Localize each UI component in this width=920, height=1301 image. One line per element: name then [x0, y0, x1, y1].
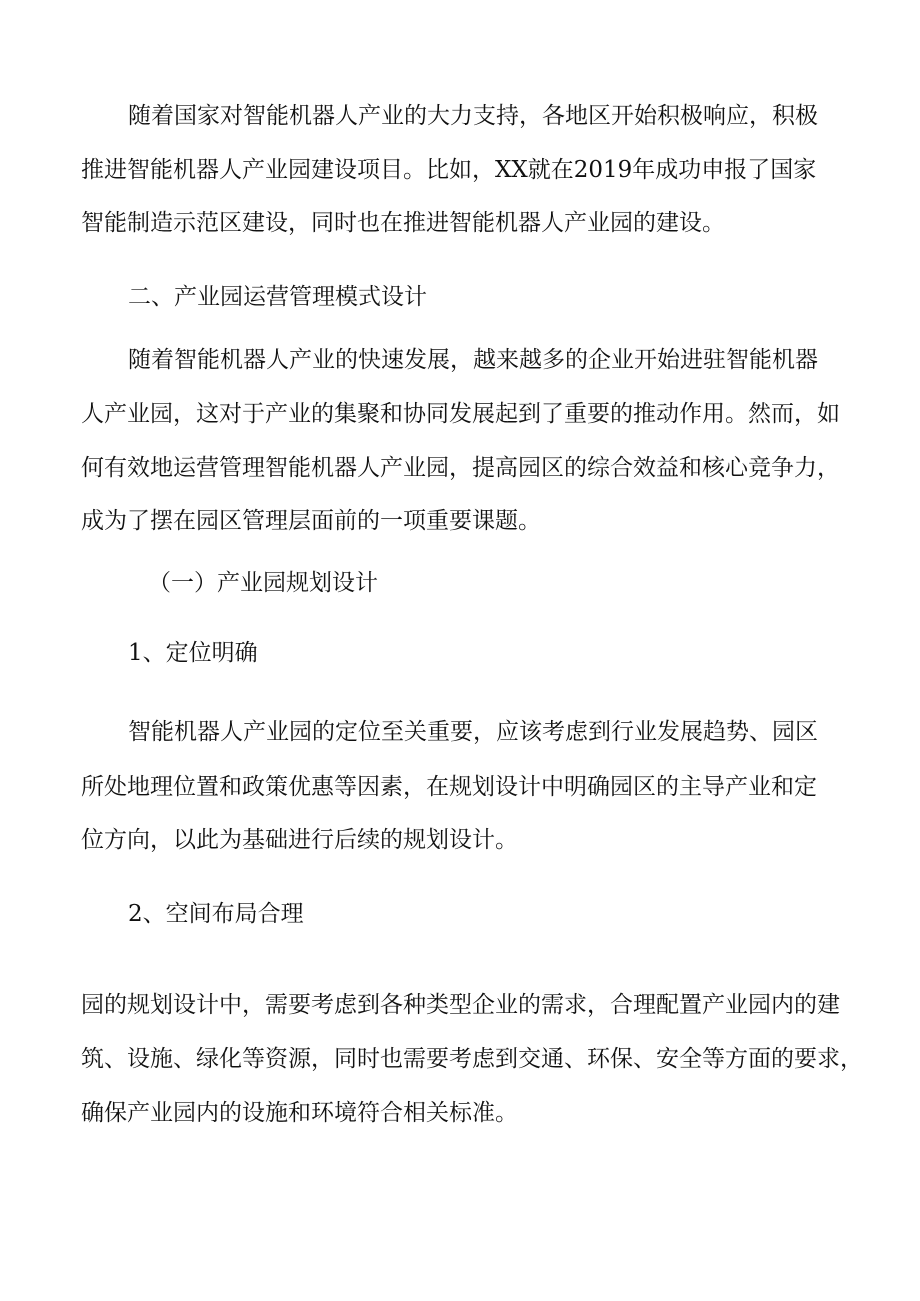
paragraph-line: 成为了摆在园区管理层面前的一项重要课题。 [81, 508, 541, 534]
item-heading: 1、定位明确 [128, 640, 258, 666]
paragraph-line: 随着国家对智能机器人产业的大力支持，各地区开始积极响应，积极 [128, 103, 818, 129]
paragraph-line: 筑、设施、绿化等资源，同时也需要考虑到交通、环保、安全等方面的要求， [81, 1046, 863, 1072]
paragraph-line: 推进智能机器人产业园建设项目。比如，XX就在2019年成功申报了国家 [81, 157, 817, 183]
paragraph-line: 智能制造示范区建设，同时也在推进智能机器人产业园的建设。 [81, 210, 725, 236]
paragraph-line: 人产业园，这对于产业的集聚和协同发展起到了重要的推动作用。然而，如 [81, 401, 840, 427]
paragraph-line: 智能机器人产业园的定位至关重要，应该考虑到行业发展趋势、园区 [128, 719, 818, 745]
subsection-heading: （一）产业园规划设计 [148, 570, 378, 596]
paragraph-line: 所处地理位置和政策优惠等因素，在规划设计中明确园区的主导产业和定 [81, 774, 817, 800]
paragraph-line: 位方向，以此为基础进行后续的规划设计。 [81, 827, 518, 853]
paragraph-line: 园的规划设计中，需要考虑到各种类型企业的需求，合理配置产业园内的建 [81, 992, 840, 1018]
item-heading: 2、空间布局合理 [128, 901, 304, 927]
paragraph-line: 确保产业园内的设施和环境符合相关标准。 [81, 1100, 518, 1126]
paragraph-line: 随着智能机器人产业的快速发展，越来越多的企业开始进驻智能机器 [128, 347, 818, 373]
section-heading: 二、产业园运营管理模式设计 [128, 284, 427, 310]
paragraph-line: 何有效地运营管理智能机器人产业园，提高园区的综合效益和核心竞争力， [81, 455, 840, 481]
